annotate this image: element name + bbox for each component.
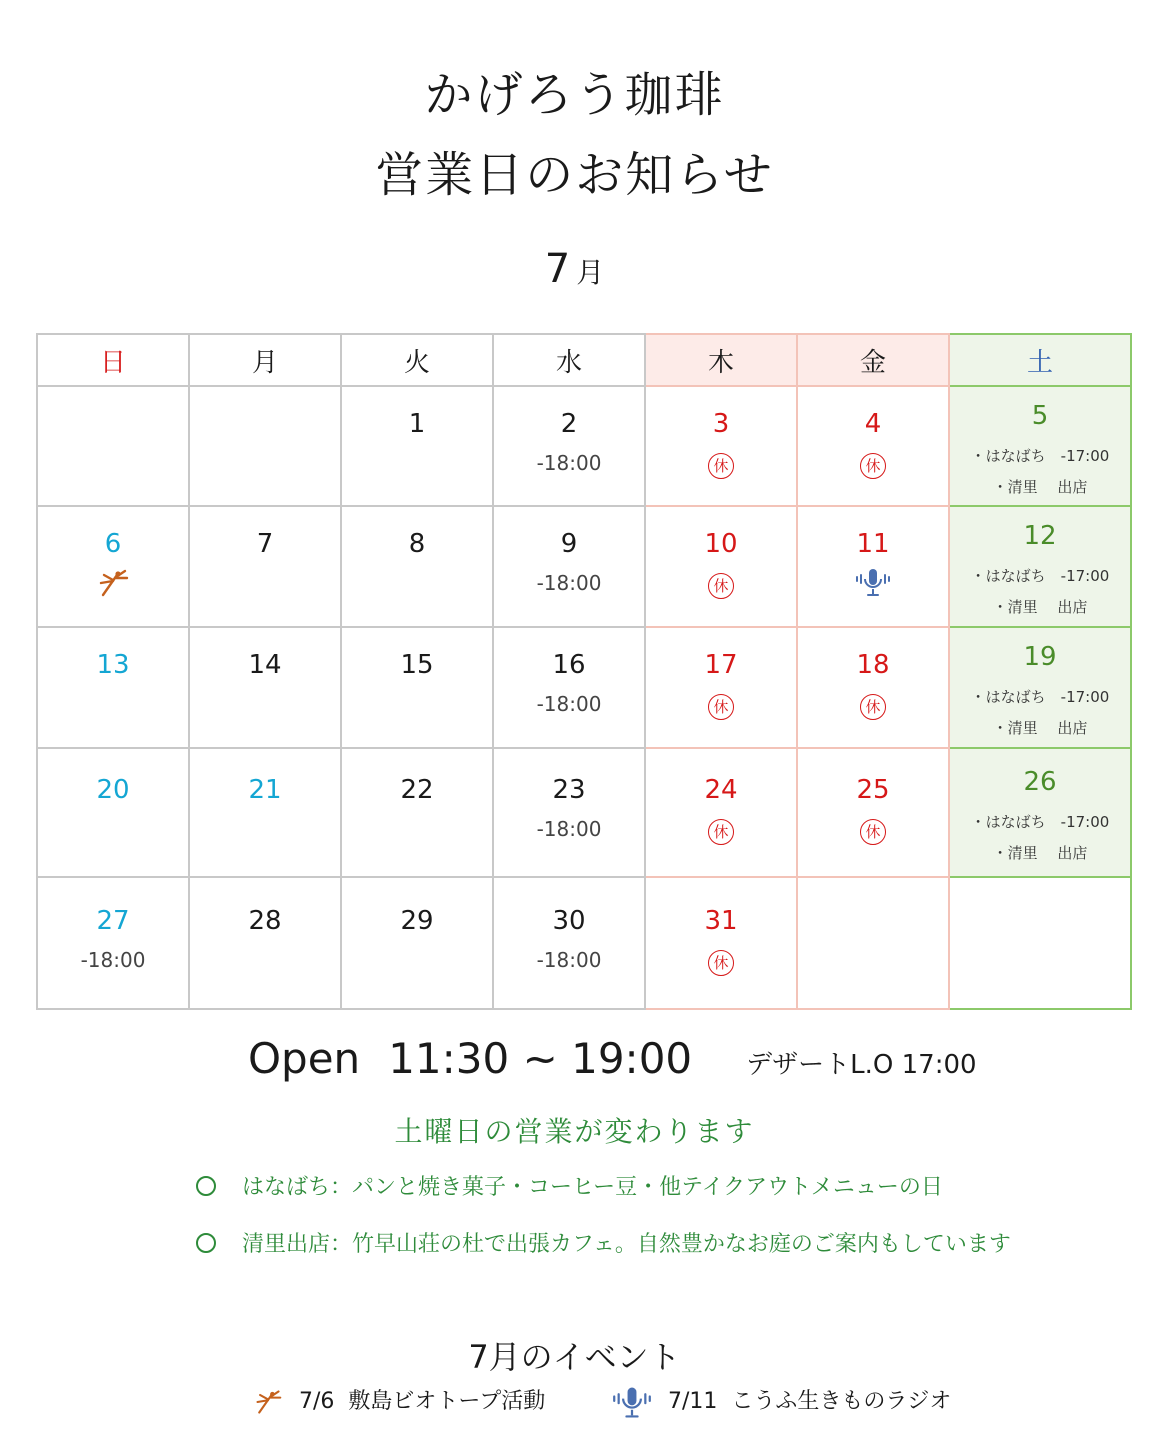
event-item [253, 1384, 545, 1416]
calendar-cell [189, 627, 341, 748]
calendar-cell [493, 877, 645, 1009]
calendar [36, 333, 1132, 1010]
day-number: 8 [408, 529, 426, 559]
calendar-cell [493, 506, 645, 627]
weekday-wed: 水 [493, 334, 645, 386]
sat-note-hanabachi: ・はなばち -17:00 [970, 813, 1110, 831]
opening-hours [248, 1034, 977, 1083]
calendar-cell-empty [949, 877, 1131, 1009]
month-label [0, 246, 1149, 292]
calendar-cell [645, 877, 797, 1009]
calendar-cell-saturday [949, 748, 1131, 877]
calendar-cell [341, 627, 493, 748]
calendar-cell [797, 506, 949, 627]
closed-mark: 休 [708, 950, 734, 976]
sat-note-kiyosato: ・清里 出店 [992, 598, 1088, 616]
event-name: こうふ生きものラジオ [731, 1389, 952, 1414]
short-hours: -18:00 [80, 948, 146, 972]
event-item [612, 1384, 951, 1419]
day-number: 23 [552, 775, 586, 805]
event-name: 敷島ビオトープ活動 [348, 1389, 546, 1414]
day-number: 25 [856, 775, 890, 805]
day-number: 16 [552, 650, 586, 680]
calendar-cell [189, 877, 341, 1009]
dragonfly-icon [253, 1388, 283, 1416]
day-number: 9 [560, 529, 578, 559]
day-number: 2 [560, 409, 578, 439]
sat-note-hanabachi: ・はなばち -17:00 [970, 567, 1110, 585]
day-number: 3 [712, 409, 730, 439]
day-number: 10 [704, 529, 738, 559]
sat-note-kiyosato: ・清里 出店 [992, 844, 1088, 862]
weekday-sun: 日 [37, 334, 189, 386]
short-hours: -18:00 [536, 948, 602, 972]
day-number: 31 [704, 906, 738, 936]
calendar-week [37, 386, 1131, 506]
day-number: 18 [856, 650, 890, 680]
month-number: 7 [544, 246, 571, 292]
short-hours: -18:00 [536, 451, 602, 475]
day-number: 27 [96, 906, 130, 936]
day-number: 1 [408, 409, 426, 439]
dragonfly-icon [96, 567, 130, 599]
day-number: 20 [96, 775, 130, 805]
day-number: 7 [256, 529, 274, 559]
closed-mark: 休 [708, 819, 734, 845]
calendar-cell [37, 748, 189, 877]
dessert-last-order: デザートL.O 17:00 [746, 1050, 977, 1080]
day-number: 15 [400, 650, 434, 680]
weekday-tue: 火 [341, 334, 493, 386]
calendar-cell [797, 386, 949, 506]
circle-bullet-icon [196, 1176, 216, 1196]
saturday-notice-item [196, 1227, 1011, 1258]
sat-note-kiyosato: ・清里 出店 [992, 719, 1088, 737]
day-number: 4 [864, 409, 882, 439]
open-time: 11:30 ~ 19:00 [388, 1034, 693, 1083]
day-number: 17 [704, 650, 738, 680]
short-hours: -18:00 [536, 571, 602, 595]
weekday-thu: 木 [645, 334, 797, 386]
closed-mark: 休 [860, 453, 886, 479]
event-date: 7/6 [299, 1389, 335, 1414]
calendar-cell [37, 506, 189, 627]
calendar-week [37, 506, 1131, 627]
calendar-cell [341, 386, 493, 506]
sat-note-hanabachi: ・はなばち -17:00 [970, 688, 1110, 706]
closed-mark: 休 [860, 694, 886, 720]
weekday-mon: 月 [189, 334, 341, 386]
calendar-week [37, 877, 1131, 1009]
short-hours: -18:00 [536, 817, 602, 841]
sat-note-hanabachi: ・はなばち -17:00 [970, 447, 1110, 465]
closed-mark: 休 [708, 694, 734, 720]
calendar-cell [797, 748, 949, 877]
saturday-notice-text: はなばち：パンと焼き菓子・コーヒー豆・他テイクアウトメニューの日 [242, 1175, 943, 1200]
open-label: Open [248, 1034, 361, 1083]
calendar-cell-empty [189, 386, 341, 506]
month-unit: 月 [576, 256, 605, 289]
short-hours: -18:00 [536, 692, 602, 716]
day-number: 28 [248, 906, 282, 936]
day-number: 29 [400, 906, 434, 936]
calendar-cell-empty [37, 386, 189, 506]
microphone-icon [855, 567, 891, 597]
circle-bullet-icon [196, 1233, 216, 1253]
closed-mark: 休 [860, 819, 886, 845]
calendar-cell [189, 506, 341, 627]
notice-title: 営業日のお知らせ [375, 147, 774, 203]
calendar-week [37, 748, 1131, 877]
weekday-fri: 金 [797, 334, 949, 386]
calendar-cell [37, 627, 189, 748]
day-number: 5 [1031, 401, 1049, 431]
calendar-cell-saturday [949, 627, 1131, 748]
weekday-sat: 土 [949, 334, 1131, 386]
calendar-cell [645, 627, 797, 748]
day-number: 24 [704, 775, 738, 805]
day-number: 14 [248, 650, 282, 680]
calendar-cell [645, 506, 797, 627]
calendar-week [37, 627, 1131, 748]
calendar-cell [189, 748, 341, 877]
microphone-icon [612, 1385, 652, 1419]
calendar-cell [493, 748, 645, 877]
saturday-notice-item [196, 1170, 943, 1201]
calendar-cell [797, 627, 949, 748]
day-number: 6 [104, 529, 122, 559]
calendar-cell [341, 748, 493, 877]
shop-name: かげろう珈琲 [424, 67, 725, 123]
calendar-cell [493, 386, 645, 506]
events-heading: 7月のイベント [468, 1338, 681, 1376]
sat-note-kiyosato: ・清里 出店 [992, 478, 1088, 496]
calendar-cell [645, 748, 797, 877]
day-number: 26 [1023, 767, 1057, 797]
weekday-header-row [37, 334, 1131, 386]
closed-mark: 休 [708, 453, 734, 479]
calendar-cell [341, 877, 493, 1009]
saturday-notice-heading: 土曜日の営業が変わります [394, 1115, 755, 1148]
day-number: 22 [400, 775, 434, 805]
calendar-cell [341, 506, 493, 627]
calendar-cell-saturday [949, 506, 1131, 627]
day-number: 11 [856, 529, 890, 559]
day-number: 21 [248, 775, 282, 805]
day-number: 12 [1023, 521, 1057, 551]
calendar-cell [493, 627, 645, 748]
day-number: 13 [96, 650, 130, 680]
event-date: 7/11 [668, 1389, 718, 1414]
saturday-notice-text: 清里出店：竹早山荘の杜で出張カフェ。自然豊かなお庭のご案内もしています [242, 1232, 1011, 1257]
calendar-cell [37, 877, 189, 1009]
day-number: 19 [1023, 642, 1057, 672]
day-number: 30 [552, 906, 586, 936]
calendar-cell-empty [797, 877, 949, 1009]
calendar-cell-saturday [949, 386, 1131, 506]
calendar-cell [645, 386, 797, 506]
closed-mark: 休 [708, 573, 734, 599]
